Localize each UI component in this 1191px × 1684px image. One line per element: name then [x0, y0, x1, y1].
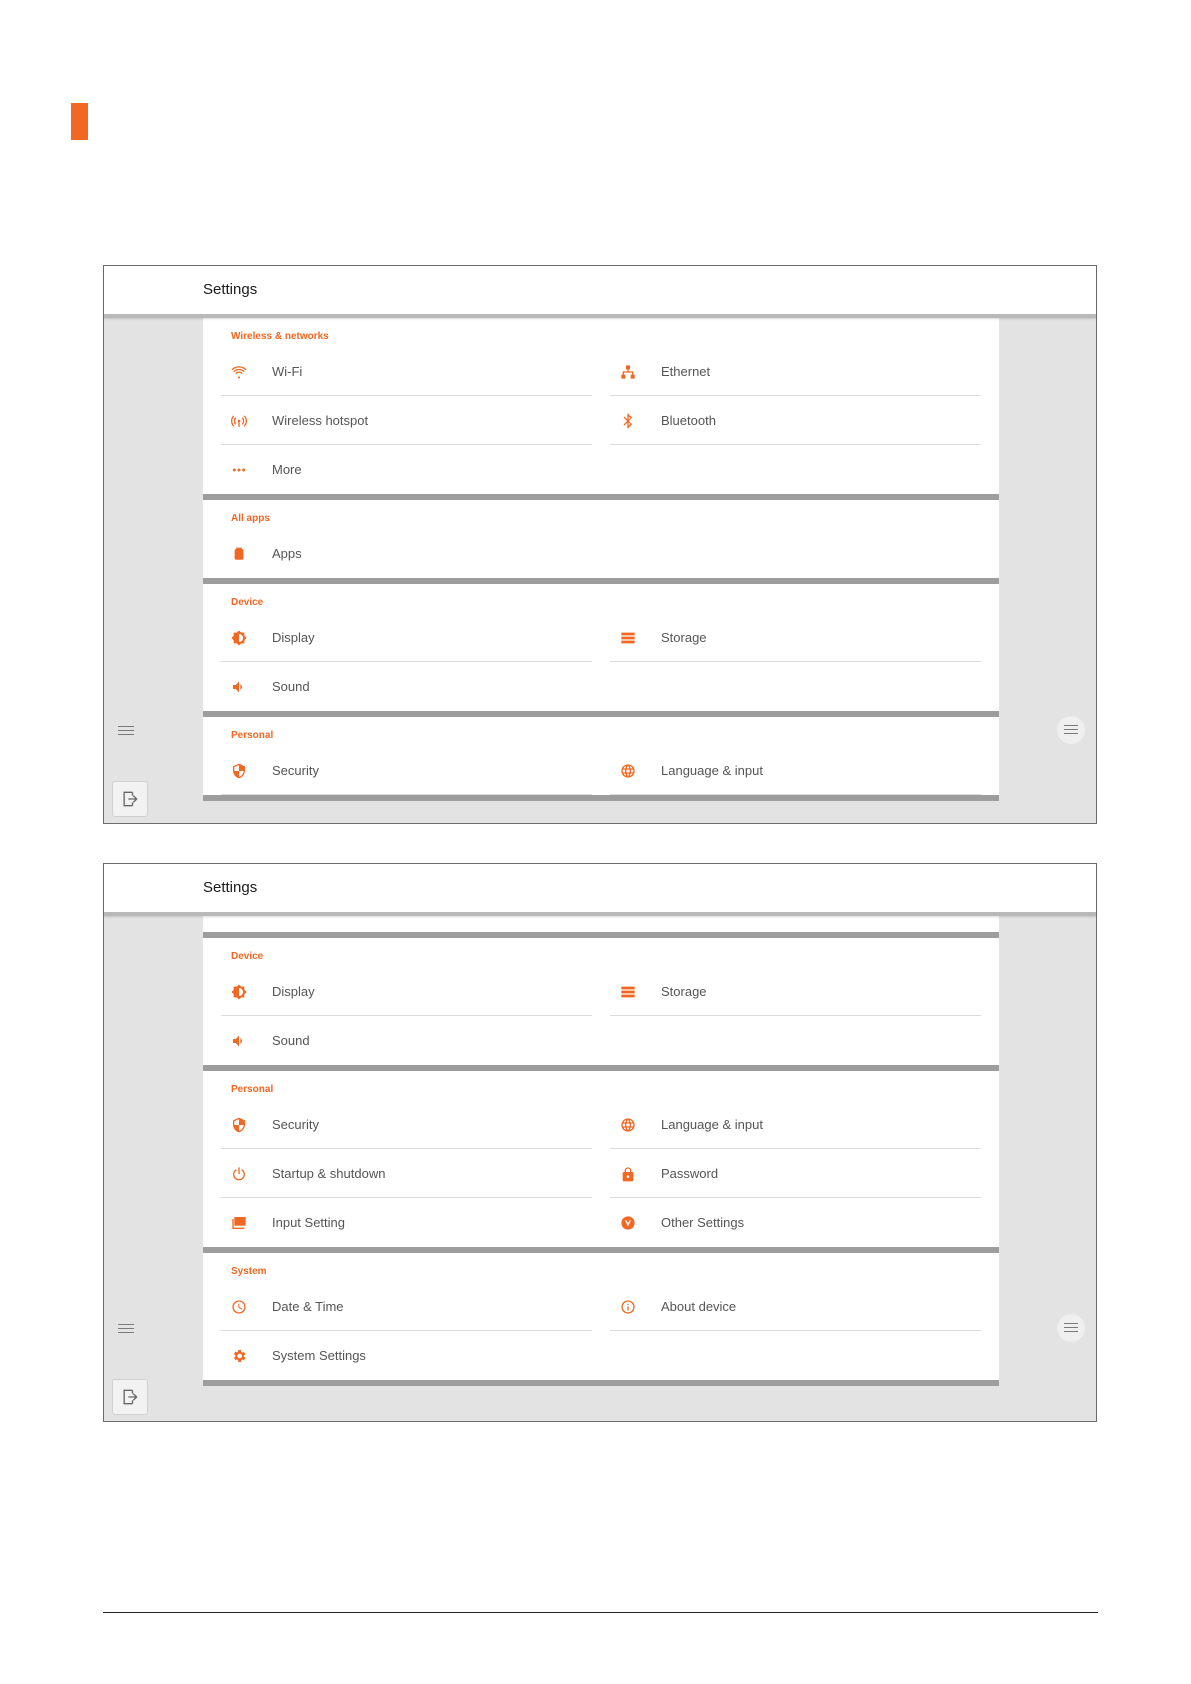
settings-screenshot-2	[103, 863, 1097, 1422]
settings-item-label: Security	[272, 1117, 319, 1132]
section-title: Device	[231, 951, 264, 962]
storage-icon	[611, 984, 645, 1000]
settings-item-startup-shutdown[interactable]	[221, 1149, 592, 1198]
shield-icon	[222, 1117, 256, 1133]
menu-icon[interactable]	[116, 1322, 136, 1336]
settings-item-language-input[interactable]	[610, 746, 981, 795]
settings-item-label: About device	[661, 1299, 737, 1314]
shield-icon	[222, 763, 256, 779]
v-badge-icon	[611, 1215, 645, 1231]
settings-item-label: Storage	[661, 630, 707, 645]
brightness-icon	[222, 630, 256, 646]
android-icon	[222, 546, 256, 562]
settings-item-label: Bluetooth	[661, 413, 716, 428]
settings-item-label: Ethernet	[661, 364, 711, 379]
settings-item-more[interactable]	[221, 445, 592, 494]
settings-item-label: Security	[272, 763, 319, 778]
settings-item-other-settings[interactable]	[610, 1198, 981, 1247]
settings-item-bluetooth[interactable]	[610, 396, 981, 445]
settings-item-language-input[interactable]	[610, 1100, 981, 1149]
settings-item-label: Display	[272, 630, 315, 645]
settings-item-sound[interactable]	[221, 662, 592, 711]
lock-icon	[611, 1166, 645, 1182]
settings-item-security[interactable]	[221, 1100, 592, 1149]
section-device	[203, 938, 999, 1071]
brightness-icon	[222, 984, 256, 1000]
speaker-icon	[222, 679, 256, 695]
settings-item-label: System Settings	[272, 1348, 366, 1363]
settings-item-ethernet[interactable]	[610, 347, 981, 396]
section-personal	[203, 717, 999, 801]
settings-item-storage[interactable]	[610, 613, 981, 662]
settings-item-label: Sound	[272, 1033, 310, 1048]
exit-button[interactable]	[112, 1379, 148, 1415]
globe-icon	[611, 1117, 645, 1133]
section-title: System	[231, 1266, 267, 1277]
settings-item-wifi[interactable]	[221, 347, 592, 396]
settings-item-label: Date & Time	[272, 1299, 344, 1314]
gear-icon	[222, 1348, 256, 1364]
section-personal	[203, 1071, 999, 1253]
globe-icon	[611, 763, 645, 779]
settings-toolbar	[104, 864, 1096, 916]
settings-item-about-device[interactable]	[610, 1282, 981, 1331]
settings-item-system-settings[interactable]	[221, 1331, 592, 1380]
settings-item-label: Input Setting	[272, 1215, 345, 1230]
info-icon	[611, 1299, 645, 1315]
more-icon	[222, 462, 256, 478]
settings-item-label: Wi-Fi	[272, 364, 303, 379]
storage-icon	[611, 630, 645, 646]
settings-item-wireless-hotspot[interactable]	[221, 396, 592, 445]
settings-item-label: Wireless hotspot	[272, 413, 369, 428]
settings-item-label: Language & input	[661, 763, 763, 778]
wifi-icon	[222, 364, 256, 380]
settings-item-storage[interactable]	[610, 967, 981, 1016]
settings-item-label: Sound	[272, 679, 310, 694]
settings-toolbar	[104, 266, 1096, 318]
page-section-marker	[71, 103, 88, 140]
settings-item-input-setting[interactable]	[221, 1198, 592, 1247]
settings-item-label: Display	[272, 984, 315, 999]
section-all-apps	[203, 500, 999, 584]
page-title: Settings	[203, 879, 258, 896]
settings-item-label: Storage	[661, 984, 707, 999]
menu-icon[interactable]	[1057, 716, 1085, 744]
section-system	[203, 1253, 999, 1386]
settings-list[interactable]	[203, 318, 999, 823]
settings-item-apps[interactable]	[221, 529, 592, 578]
settings-item-label: Startup & shutdown	[272, 1166, 386, 1181]
hotspot-icon	[222, 413, 256, 429]
settings-item-display[interactable]	[221, 613, 592, 662]
settings-item-security[interactable]	[221, 746, 592, 795]
settings-screenshot-1	[103, 265, 1097, 824]
menu-icon[interactable]	[116, 724, 136, 738]
power-icon	[222, 1166, 256, 1182]
bluetooth-icon	[611, 413, 645, 429]
footer-rule	[103, 1612, 1098, 1613]
section-device	[203, 584, 999, 717]
exit-button[interactable]	[112, 781, 148, 817]
settings-item-sound[interactable]	[221, 1016, 592, 1065]
menu-icon[interactable]	[1057, 1314, 1085, 1342]
section-title: Personal	[231, 1084, 274, 1095]
section-title: Personal	[231, 730, 274, 741]
speaker-icon	[222, 1033, 256, 1049]
input-icon	[222, 1215, 256, 1231]
settings-item-label: Language & input	[661, 1117, 763, 1132]
section-title: All apps	[231, 513, 270, 524]
section-title: Device	[231, 597, 264, 608]
settings-item-label: More	[272, 462, 302, 477]
clock-icon	[222, 1299, 256, 1315]
settings-item-date-time[interactable]	[221, 1282, 592, 1331]
page-title: Settings	[203, 281, 258, 298]
settings-item-label: Other Settings	[661, 1215, 745, 1230]
exit-icon	[120, 789, 140, 809]
ethernet-icon	[611, 364, 645, 380]
section-wireless-networks	[203, 318, 999, 500]
settings-item-label: Apps	[272, 546, 302, 561]
settings-item-display[interactable]	[221, 967, 592, 1016]
settings-item-password[interactable]	[610, 1149, 981, 1198]
settings-list[interactable]	[203, 916, 999, 1421]
section-title: Wireless & networks	[231, 331, 329, 342]
exit-icon	[120, 1387, 140, 1407]
settings-item-label: Password	[661, 1166, 719, 1181]
